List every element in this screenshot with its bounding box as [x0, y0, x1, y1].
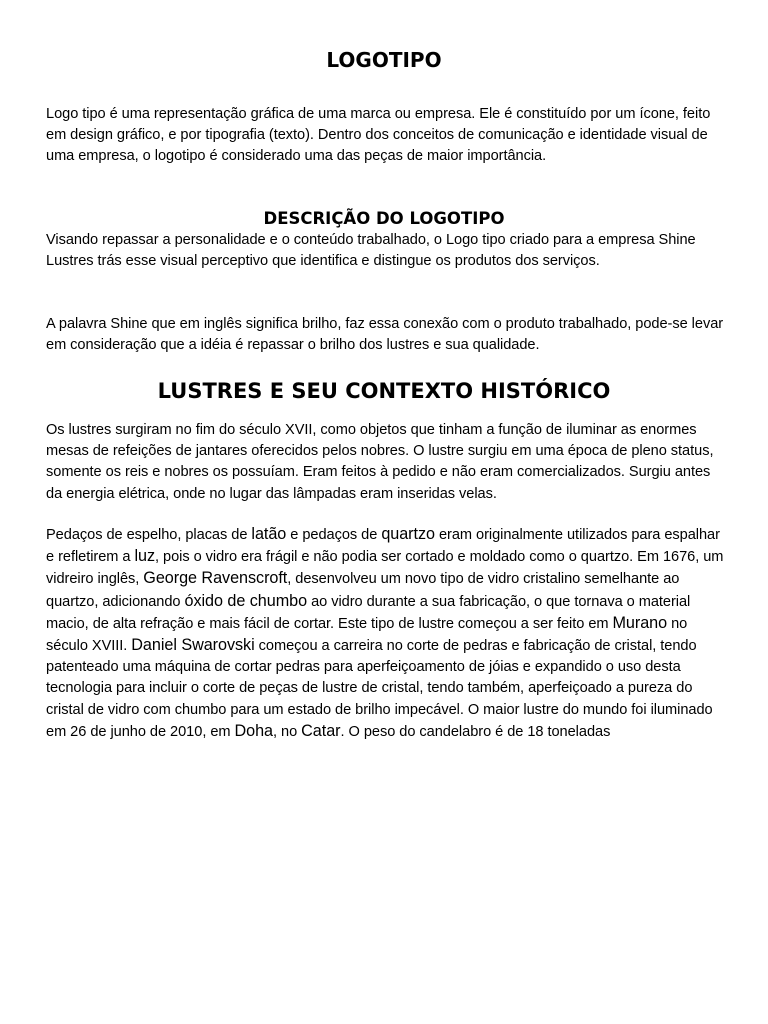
text-segment: eram originalmente utilizados para espalhar e refletirem a — [46, 527, 720, 566]
text-segment: . O peso do candelabro é de 18 toneladas — [340, 723, 611, 740]
paragraph-lustres-materials — [46, 524, 728, 743]
term-doha: Doha — [234, 721, 274, 740]
term-murano: Murano — [612, 613, 668, 632]
paragraph-logo-description: Visando repassar a personalidade e o conteúdo trabalhado, o Logo tipo criado para a empresa Shine Lustres trás esse visual perceptivo que identifica e distingue os produtos dos serviços. — [46, 232, 696, 270]
text-segment: no século XVIII. — [46, 615, 688, 655]
text-segment: , pois o vidro era frágil e não podia ser cortado e moldado como o quartzo. Em 1676, um vidreiro inglês, — [46, 549, 724, 588]
term-oxido-de-chumbo: óxido de chumbo — [184, 591, 308, 610]
heading-logotipo: LOGOTIPO — [326, 48, 442, 72]
text-segment: Pedaços de espelho, placas de — [46, 527, 252, 543]
text-segment: começou a carreira no corte de pedras e fabricação de cristal, tendo patenteado uma máquina de cortar pedras para aperfeiçoamento de jóias e expandido o uso desta tecnologia para incluir o corte de peças de lustre de cristal, tendo também, aperfeiçoado a pureza do cristal de vidro com chumbo para um estado de brilho impecável. O maior lustre do mundo foi iluminado em 26 de junho de 2010, em — [46, 638, 713, 740]
text-segment: e pedaços de — [286, 527, 382, 543]
term-catar: Catar — [301, 721, 341, 740]
text-segment: ao vidro durante a sua fabricação, o que tornava o material macio, de alta refração e mais fácil de cortar. Este tipo de lustre começou a ser feito em — [46, 593, 691, 632]
term-latao: latão — [251, 525, 287, 543]
term-quartzo: quartzo — [381, 525, 435, 543]
paragraph-shine-meaning: A palavra Shine que em inglês significa brilho, faz essa conexão com o produto trabalhado, pode-se levar em consideração que a idéia é repassar o brilho dos lustres e sua qualidade. — [46, 316, 724, 354]
heading-lustres-historia: LUSTRES E SEU CONTEXTO HISTÓRICO — [157, 379, 611, 403]
paragraph-logo-definition: Logo tipo é uma representação gráfica de uma marca ou empresa. Ele é constituído por um ícone, feito em design gráfico, e por tipografia (texto). Dentro dos conceitos de comunicação e identidade visual de uma empresa, o logotipo é considerado uma das peças de maior importância. — [46, 106, 711, 165]
term-george-ravenscroft: George Ravenscroft — [143, 569, 288, 588]
heading-descricao-logotipo: DESCRIÇÃO DO LOGOTIPO — [263, 209, 505, 228]
text-segment: , desenvolveu um novo tipo de vidro cristalino semelhante ao quartzo, adicionando — [46, 571, 680, 610]
term-daniel-swarovski: Daniel Swarovski — [131, 636, 255, 655]
paragraph-lustres-origin: Os lustres surgiram no fim do século XVII, como objetos que tinham a função de iluminar as enormes mesas de refeições de jantares oferecidos pelos nobres. O lustre surgiu em uma época de pleno status, somente os reis e nobres os possuíam. Eram feitos à pedido e não eram comercializados. Surgiu antes da energia elétrica, onde no lugar das lâmpadas eram inseridas velas. — [46, 422, 714, 502]
text-segment: , no — [273, 723, 302, 740]
term-luz: luz — [134, 547, 156, 566]
